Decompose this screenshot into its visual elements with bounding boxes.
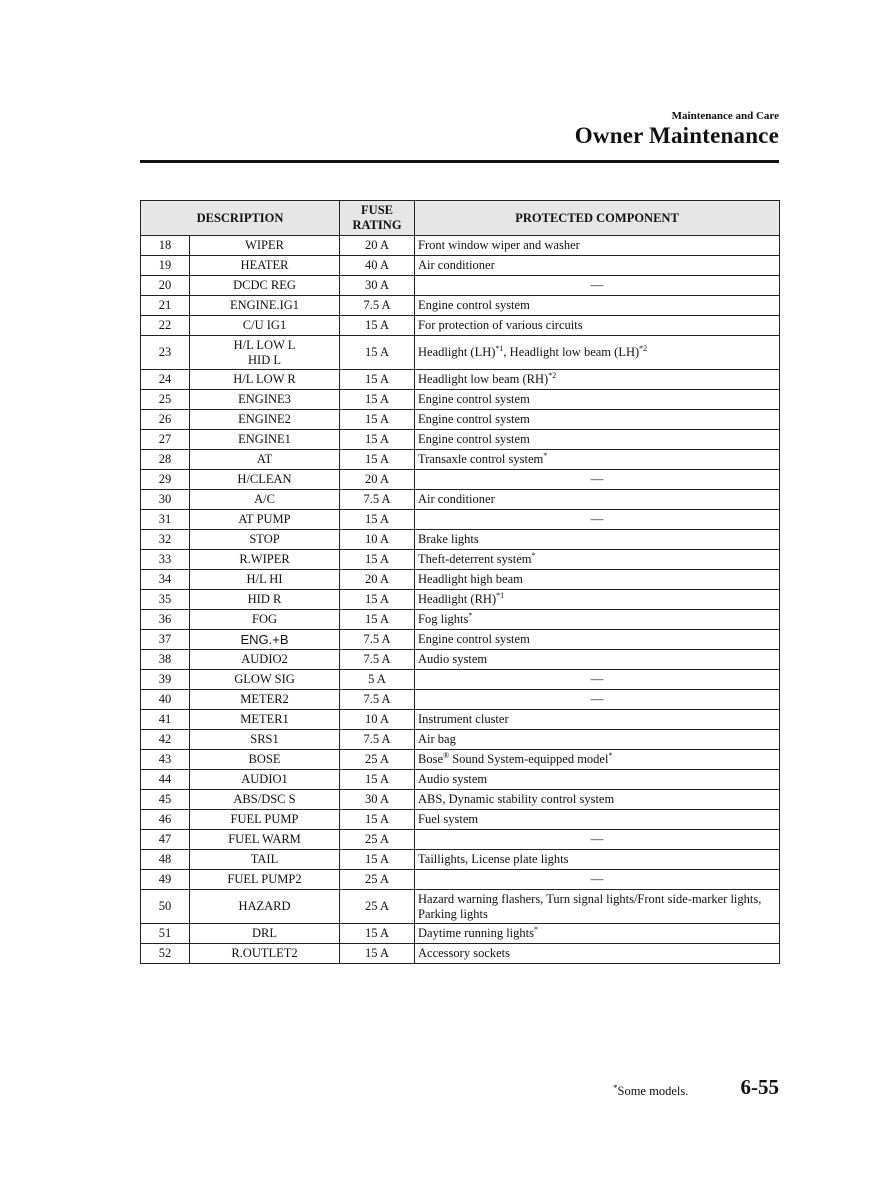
fuse-number: 37	[141, 630, 190, 650]
table-row	[141, 510, 780, 530]
component-text: Air conditioner	[418, 492, 495, 506]
fuse-rating: 15 A	[340, 550, 415, 570]
table-row	[141, 430, 780, 450]
footnote-mark: ®	[443, 751, 450, 760]
fuse-rating: 15 A	[340, 410, 415, 430]
fuse-rating: 15 A	[340, 810, 415, 830]
fuse-number: 51	[141, 924, 190, 944]
component-text: Engine control system	[418, 632, 530, 646]
fuse-description: A/C	[190, 490, 340, 510]
component-text: Hazard warning flashers, Turn signal lights/Front side-marker lights, Parking lights	[418, 891, 762, 921]
component-text: Engine control system	[418, 412, 530, 426]
fuse-rating: 15 A	[340, 850, 415, 870]
protected-component	[415, 430, 780, 450]
fuse-description: FUEL PUMP	[190, 810, 340, 830]
fuse-description: H/L LOW R	[190, 370, 340, 390]
protected-component	[415, 770, 780, 790]
fuse-rating: 15 A	[340, 390, 415, 410]
fuse-description: HEATER	[190, 256, 340, 276]
fuse-number: 42	[141, 730, 190, 750]
fuse-description: AT	[190, 450, 340, 470]
fuse-description: FOG	[190, 610, 340, 630]
fuse-number: 20	[141, 276, 190, 296]
fuse-description: R.WIPER	[190, 550, 340, 570]
table-row	[141, 944, 780, 964]
protected-component	[415, 450, 780, 470]
fuse-description: HAZARD	[190, 890, 340, 924]
fuse-rating: 15 A	[340, 590, 415, 610]
fuse-number: 45	[141, 790, 190, 810]
component-text: —	[590, 832, 604, 846]
component-text: —	[590, 692, 604, 706]
fuse-number: 21	[141, 296, 190, 316]
component-text: Headlight high beam	[418, 572, 523, 586]
component-text: Engine control system	[418, 298, 530, 312]
component-text: Engine control system	[418, 392, 530, 406]
fuse-rating: 7.5 A	[340, 296, 415, 316]
fuse-number: 34	[141, 570, 190, 590]
protected-component	[415, 790, 780, 810]
component-text: Headlight (RH)	[418, 592, 497, 606]
protected-component	[415, 530, 780, 550]
fuse-rating: 7.5 A	[340, 650, 415, 670]
protected-component	[415, 470, 780, 490]
table-row	[141, 730, 780, 750]
component-text: —	[590, 472, 604, 486]
page-title: Owner Maintenance	[574, 123, 779, 148]
component-text: Front window wiper and washer	[418, 238, 580, 252]
component-text: Audio system	[418, 772, 488, 786]
protected-component	[415, 316, 780, 336]
table-row	[141, 890, 780, 924]
fuse-number: 43	[141, 750, 190, 770]
protected-component	[415, 830, 780, 850]
fuse-rating: 15 A	[340, 510, 415, 530]
fuse-number: 41	[141, 710, 190, 730]
table-row	[141, 336, 780, 370]
table-row	[141, 236, 780, 256]
fuse-description-line: HID L	[248, 352, 281, 367]
fuse-number: 28	[141, 450, 190, 470]
component-text: Taillights, License plate lights	[418, 852, 569, 866]
fuse-description: DRL	[190, 924, 340, 944]
component-text: Audio system	[418, 652, 488, 666]
component-text: —	[590, 512, 604, 526]
component-text: Air bag	[418, 732, 456, 746]
table-row	[141, 390, 780, 410]
fuse-rating: 10 A	[340, 710, 415, 730]
protected-component	[415, 590, 780, 610]
fuse-description: METER2	[190, 690, 340, 710]
fuse-number: 50	[141, 890, 190, 924]
component-text: —	[590, 672, 604, 686]
protected-component	[415, 890, 780, 924]
fuse-number: 36	[141, 610, 190, 630]
fuse-number: 49	[141, 870, 190, 890]
fuse-description: TAIL	[190, 850, 340, 870]
fuse-description: ENGINE2	[190, 410, 340, 430]
table-row	[141, 710, 780, 730]
protected-component	[415, 550, 780, 570]
table-row	[141, 550, 780, 570]
fuse-description: ENGINE.IG1	[190, 296, 340, 316]
component-text: Sound System-equipped model	[449, 752, 609, 766]
fuse-number: 29	[141, 470, 190, 490]
fuse-rating: 30 A	[340, 790, 415, 810]
protected-component	[415, 490, 780, 510]
header-fuse-rating-line: FUSE	[361, 203, 393, 217]
fuse-rating: 15 A	[340, 316, 415, 336]
component-text: —	[590, 278, 604, 292]
fuse-description: FUEL WARM	[190, 830, 340, 850]
fuse-table-body	[141, 236, 780, 964]
table-header-row	[141, 201, 780, 236]
fuse-description: SRS1	[190, 730, 340, 750]
fuse-number: 23	[141, 336, 190, 370]
title-divider	[140, 160, 779, 163]
table-row	[141, 490, 780, 510]
fuse-number: 48	[141, 850, 190, 870]
table-row	[141, 410, 780, 430]
section-label: Maintenance and Care	[671, 110, 779, 122]
fuse-description: AT PUMP	[190, 510, 340, 530]
fuse-number: 25	[141, 390, 190, 410]
component-text: Daytime running lights	[418, 926, 534, 940]
fuse-rating: 20 A	[340, 470, 415, 490]
protected-component	[415, 810, 780, 830]
component-text: For protection of various circuits	[418, 318, 583, 332]
fuse-rating: 15 A	[340, 770, 415, 790]
protected-component	[415, 870, 780, 890]
footnote-mark: *2	[548, 371, 557, 380]
fuse-rating: 15 A	[340, 924, 415, 944]
component-text: Transaxle control system	[418, 452, 544, 466]
protected-component	[415, 944, 780, 964]
protected-component	[415, 710, 780, 730]
fuse-number: 27	[141, 430, 190, 450]
protected-component	[415, 410, 780, 430]
page-number: 6-55	[740, 1075, 779, 1099]
protected-component	[415, 570, 780, 590]
protected-component	[415, 336, 780, 370]
fuse-description: WIPER	[190, 236, 340, 256]
fuse-rating: 7.5 A	[340, 690, 415, 710]
component-text: Headlight (LH)	[418, 345, 496, 359]
header-fuse-rating-line: RATING	[352, 218, 402, 232]
table-row	[141, 750, 780, 770]
fuse-rating: 30 A	[340, 276, 415, 296]
fuse-description: C/U IG1	[190, 316, 340, 336]
component-text: ABS, Dynamic stability control system	[418, 792, 615, 806]
footnote-mark: *1	[496, 591, 505, 600]
protected-component	[415, 924, 780, 944]
fuse-description: DCDC REG	[190, 276, 340, 296]
protected-component	[415, 670, 780, 690]
table-row	[141, 296, 780, 316]
fuse-description: H/L HI	[190, 570, 340, 590]
fuse-rating: 15 A	[340, 336, 415, 370]
component-text: —	[590, 872, 604, 886]
protected-component	[415, 750, 780, 770]
component-text: Air conditioner	[418, 258, 495, 272]
fuse-description: AUDIO2	[190, 650, 340, 670]
fuse-rating: 15 A	[340, 944, 415, 964]
fuse-rating: 25 A	[340, 870, 415, 890]
component-text: Accessory sockets	[418, 946, 511, 960]
table-row	[141, 670, 780, 690]
fuse-description: STOP	[190, 530, 340, 550]
footnote-mark: *	[468, 611, 473, 620]
table-row	[141, 790, 780, 810]
component-text: Engine control system	[418, 432, 530, 446]
table-row	[141, 690, 780, 710]
fuse-number: 35	[141, 590, 190, 610]
fuse-number: 24	[141, 370, 190, 390]
protected-component	[415, 850, 780, 870]
fuse-table	[140, 200, 780, 964]
protected-component	[415, 276, 780, 296]
component-text: Bose	[418, 752, 444, 766]
header-fuse-rating	[340, 201, 415, 236]
fuse-rating: 25 A	[340, 890, 415, 924]
footnote-mark: *2	[639, 344, 648, 353]
table-row	[141, 770, 780, 790]
fuse-rating: 7.5 A	[340, 730, 415, 750]
footnote-mark: *	[533, 925, 538, 934]
protected-component	[415, 650, 780, 670]
table-row	[141, 450, 780, 470]
fuse-rating: 7.5 A	[340, 490, 415, 510]
component-text: Headlight low beam (RH)	[418, 372, 549, 386]
fuse-rating: 15 A	[340, 610, 415, 630]
fuse-number: 32	[141, 530, 190, 550]
footnote-mark: *1	[495, 344, 504, 353]
fuse-rating: 5 A	[340, 670, 415, 690]
fuse-number: 18	[141, 236, 190, 256]
fuse-rating: 15 A	[340, 450, 415, 470]
fuse-description: ENGINE1	[190, 430, 340, 450]
protected-component	[415, 690, 780, 710]
table-row	[141, 316, 780, 336]
fuse-rating: 25 A	[340, 750, 415, 770]
fuse-description	[190, 336, 340, 370]
table-row	[141, 610, 780, 630]
protected-component	[415, 390, 780, 410]
fuse-description: BOSE	[190, 750, 340, 770]
table-row	[141, 924, 780, 944]
asterisk-mark: *	[613, 1083, 618, 1093]
fuse-description: GLOW SIG	[190, 670, 340, 690]
table-row	[141, 276, 780, 296]
fuse-description: ABS/DSC S	[190, 790, 340, 810]
fuse-number: 31	[141, 510, 190, 530]
fuse-number: 47	[141, 830, 190, 850]
fuse-description: AUDIO1	[190, 770, 340, 790]
fuse-rating: 20 A	[340, 236, 415, 256]
table-row	[141, 256, 780, 276]
fuse-number: 19	[141, 256, 190, 276]
fuse-number: 44	[141, 770, 190, 790]
fuse-rating: 15 A	[340, 370, 415, 390]
component-text: Fog lights	[418, 612, 469, 626]
protected-component	[415, 610, 780, 630]
table-row	[141, 370, 780, 390]
footnote-mark: *	[608, 751, 613, 760]
fuse-number: 30	[141, 490, 190, 510]
component-text: Fuel system	[418, 812, 479, 826]
fuse-number: 40	[141, 690, 190, 710]
fuse-description: METER1	[190, 710, 340, 730]
protected-component	[415, 236, 780, 256]
table-row	[141, 630, 780, 650]
table-row	[141, 470, 780, 490]
fuse-rating: 25 A	[340, 830, 415, 850]
table-row	[141, 870, 780, 890]
fuse-description: ENG.+B	[190, 630, 340, 650]
fuse-rating: 20 A	[340, 570, 415, 590]
fuse-number: 22	[141, 316, 190, 336]
fuse-description: ENGINE3	[190, 390, 340, 410]
table-row	[141, 850, 780, 870]
component-text: Brake lights	[418, 532, 479, 546]
fuse-description: H/CLEAN	[190, 470, 340, 490]
fuse-number: 52	[141, 944, 190, 964]
component-text: , Headlight low beam (LH)	[503, 345, 640, 359]
header-protected-component: PROTECTED COMPONENT	[415, 201, 780, 236]
footnote-mark: *	[531, 551, 536, 560]
header-description: DESCRIPTION	[141, 201, 340, 236]
component-text: Theft-deterrent system	[418, 552, 532, 566]
fuse-rating: 10 A	[340, 530, 415, 550]
table-row	[141, 590, 780, 610]
protected-component	[415, 256, 780, 276]
table-row	[141, 650, 780, 670]
table-row	[141, 530, 780, 550]
fuse-description: HID R	[190, 590, 340, 610]
footnote-mark: *	[543, 451, 548, 460]
protected-component	[415, 730, 780, 750]
table-row	[141, 570, 780, 590]
fuse-rating: 40 A	[340, 256, 415, 276]
fuse-rating: 15 A	[340, 430, 415, 450]
fuse-description-line: H/L LOW L	[233, 337, 296, 352]
fuse-number: 46	[141, 810, 190, 830]
fuse-number: 38	[141, 650, 190, 670]
protected-component	[415, 630, 780, 650]
fuse-rating: 7.5 A	[340, 630, 415, 650]
fuse-number: 39	[141, 670, 190, 690]
fuse-description: FUEL PUMP2	[190, 870, 340, 890]
protected-component	[415, 510, 780, 530]
table-row	[141, 810, 780, 830]
fuse-description: R.OUTLET2	[190, 944, 340, 964]
footnote-text: Some models.	[617, 1084, 689, 1098]
table-row	[141, 830, 780, 850]
component-text: Instrument cluster	[418, 712, 509, 726]
protected-component	[415, 296, 780, 316]
fuse-number: 26	[141, 410, 190, 430]
protected-component	[415, 370, 780, 390]
fuse-number: 33	[141, 550, 190, 570]
footnote	[613, 1083, 688, 1099]
